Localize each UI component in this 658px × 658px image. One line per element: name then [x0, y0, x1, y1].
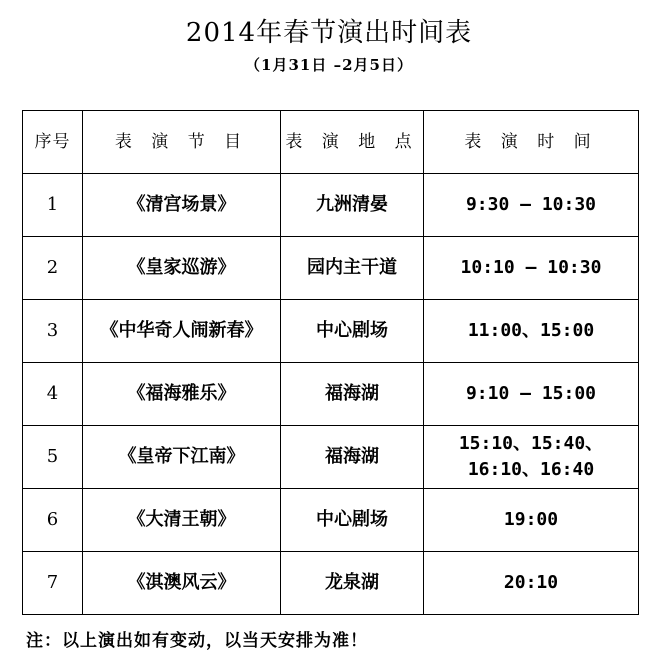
row-program: 《淇澳风云》 [83, 552, 281, 615]
row-index: 6 [23, 489, 83, 552]
row-location: 中心剧场 [281, 489, 424, 552]
row-time: 20:10 [424, 552, 639, 615]
header-program: 表 演 节 目 [83, 111, 281, 174]
row-time: 10:10 – 10:30 [424, 237, 639, 300]
row-index: 1 [23, 174, 83, 237]
row-location: 福海湖 [281, 426, 424, 489]
row-index: 7 [23, 552, 83, 615]
table-row [23, 363, 639, 426]
row-program: 《大清王朝》 [83, 489, 281, 552]
table-row [23, 552, 639, 615]
row-program: 《福海雅乐》 [83, 363, 281, 426]
row-location: 龙泉湖 [281, 552, 424, 615]
row-time: 9:10 – 15:00 [424, 363, 639, 426]
header-index: 序号 [23, 111, 83, 174]
row-time: 15:10、15:40、 16:10、16:40 [424, 426, 639, 489]
row-location: 园内主干道 [281, 237, 424, 300]
row-program: 《皇家巡游》 [83, 237, 281, 300]
table-row [23, 489, 639, 552]
row-location: 中心剧场 [281, 300, 424, 363]
table-row [23, 426, 639, 489]
row-index: 4 [23, 363, 83, 426]
row-location: 九洲清晏 [281, 174, 424, 237]
date-range-subtitle: （1月31日 –2月5日） [245, 56, 413, 74]
table-row [23, 237, 639, 300]
row-program: 《清宫场景》 [83, 174, 281, 237]
table-row [23, 174, 639, 237]
row-time: 11:00、15:00 [424, 300, 639, 363]
header-location: 表 演 地 点 [281, 111, 424, 174]
table-header-row [23, 111, 639, 174]
row-index: 5 [23, 426, 83, 489]
row-program: 《皇帝下江南》 [83, 426, 281, 489]
row-location: 福海湖 [281, 363, 424, 426]
row-time: 9:30 – 10:30 [424, 174, 639, 237]
row-index: 3 [23, 300, 83, 363]
table-row [23, 300, 639, 363]
row-index: 2 [23, 237, 83, 300]
row-time: 19:00 [424, 489, 639, 552]
schedule-table [22, 110, 639, 615]
header-time: 表 演 时 间 [424, 111, 639, 174]
row-program: 《中华奇人闹新春》 [83, 300, 281, 363]
page-title: 2014年春节演出时间表 [185, 18, 473, 48]
footnote: 注：以上演出如有变动，以当天安排为准！ [26, 631, 368, 651]
